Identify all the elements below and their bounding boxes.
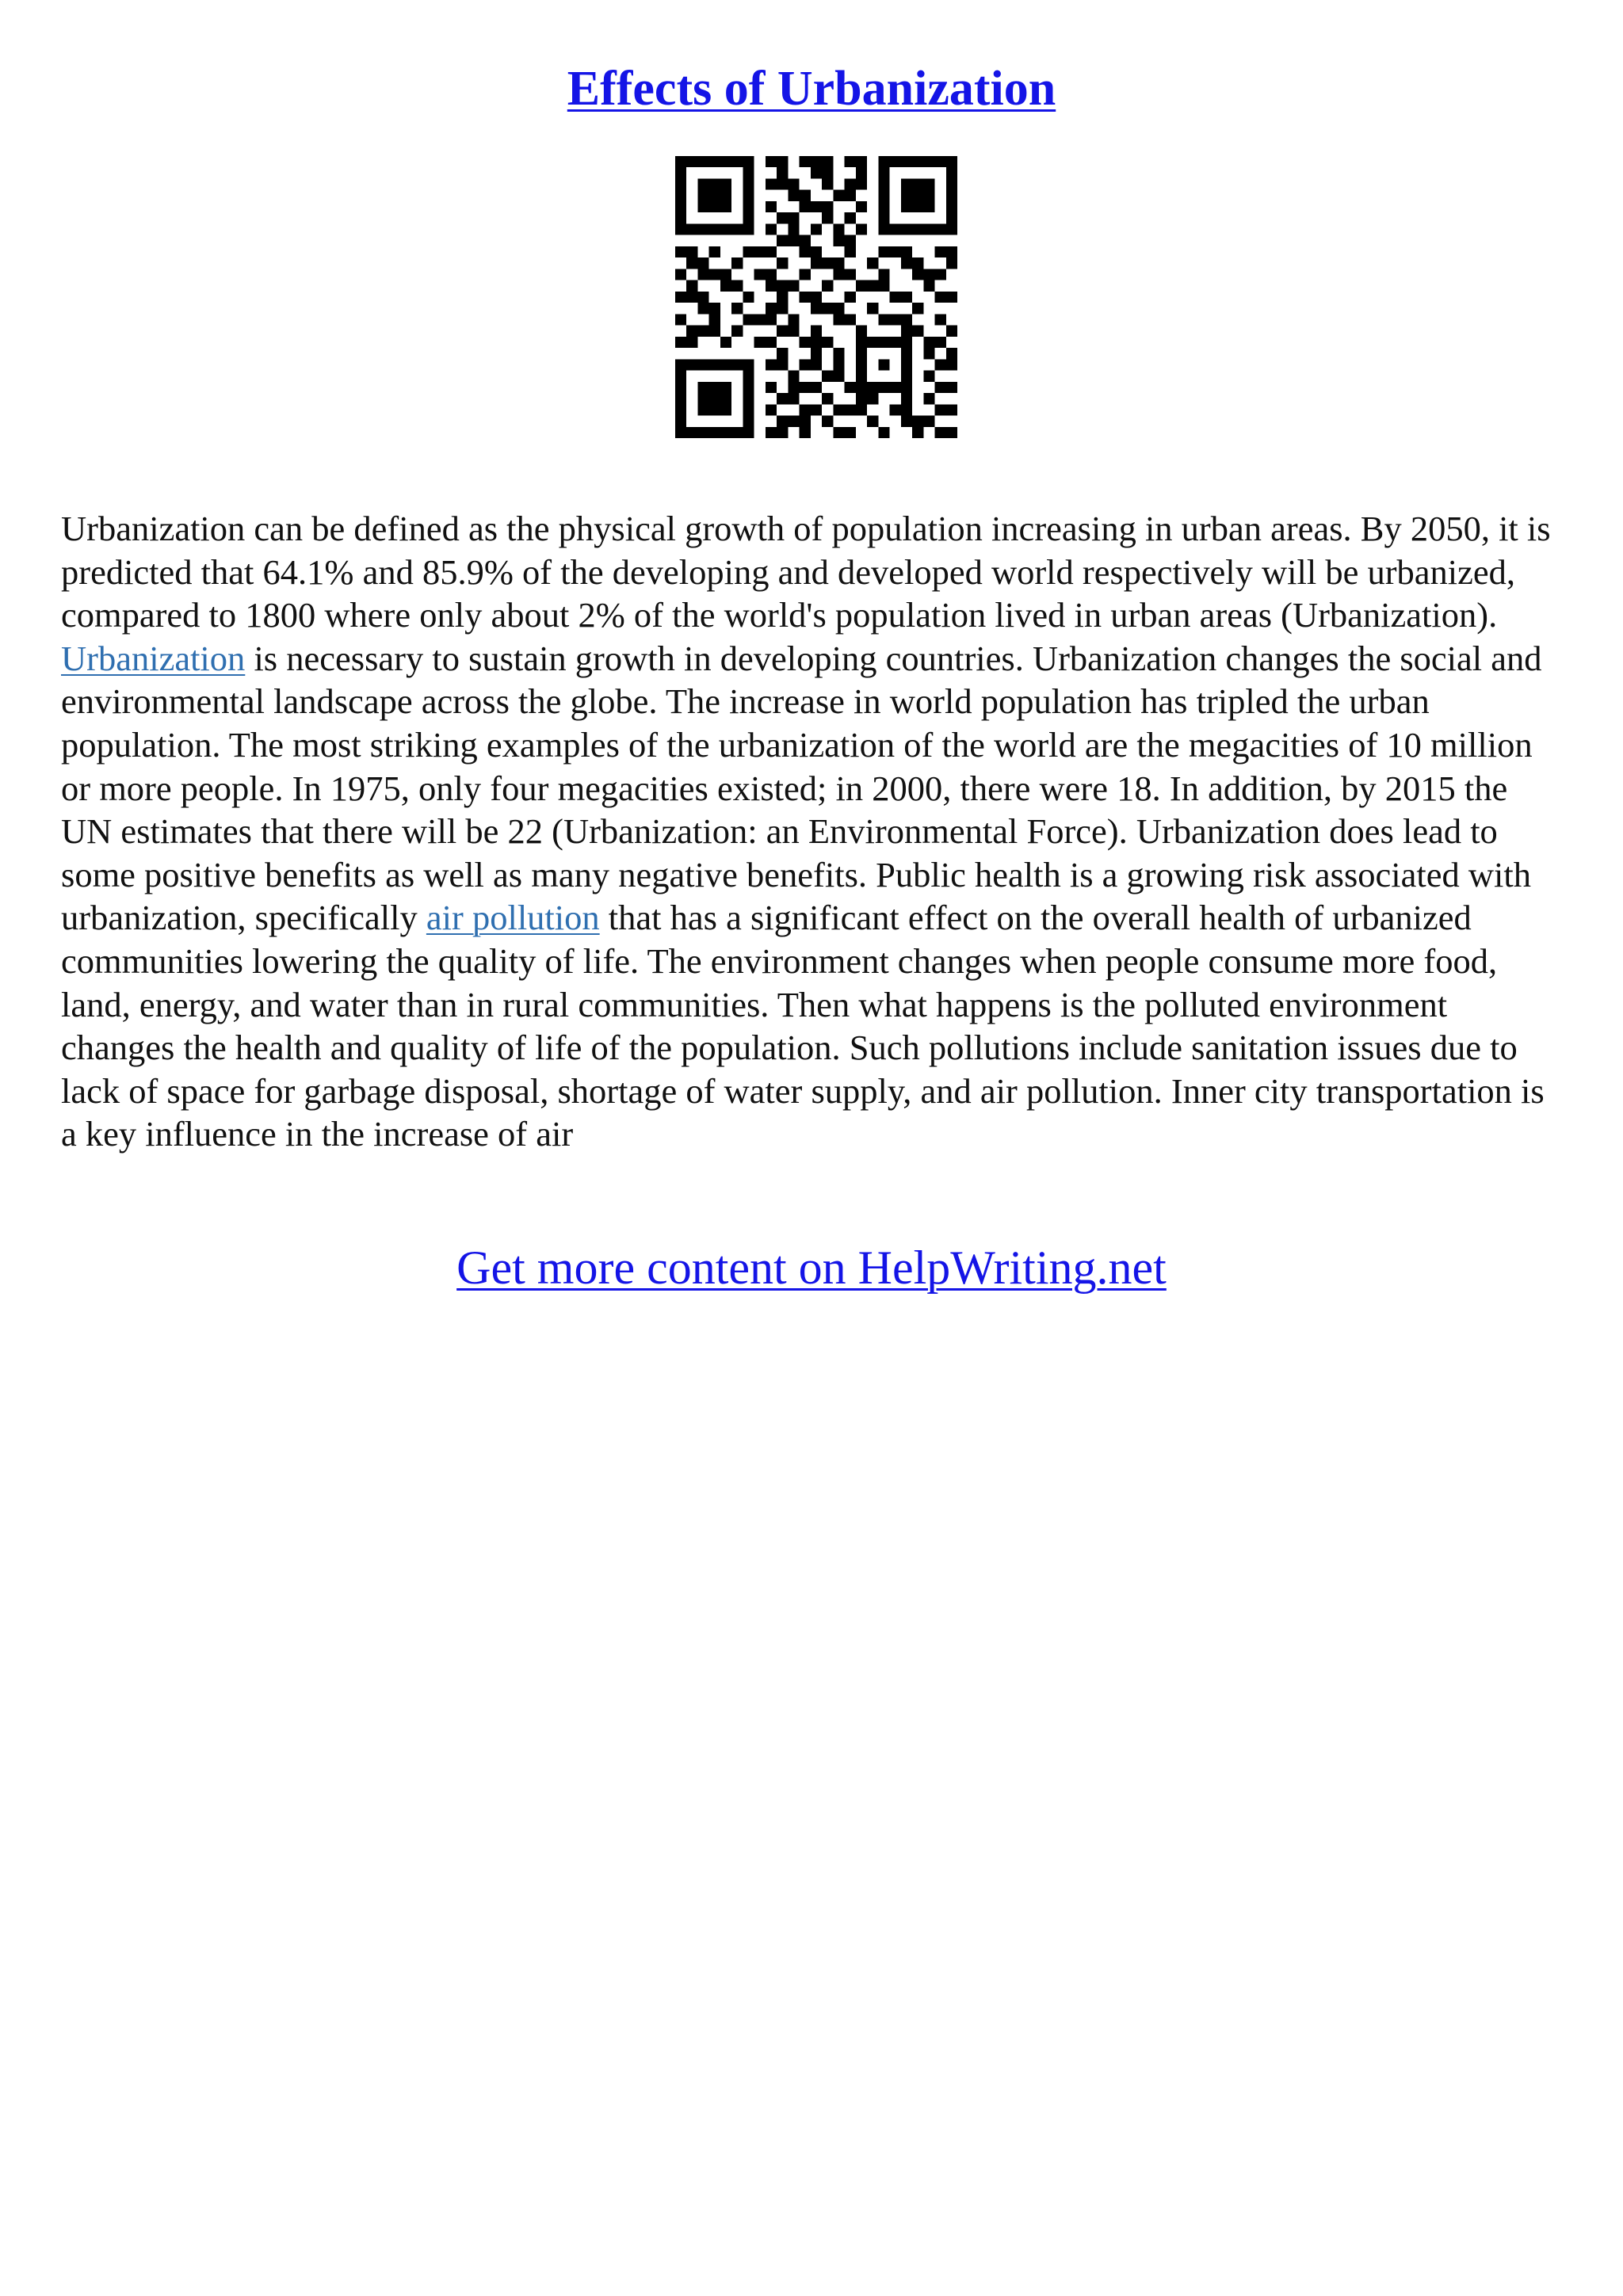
get-more-content-link[interactable]: Get more content on HelpWriting.net — [456, 1241, 1167, 1294]
document-title-link[interactable]: Effects of Urbanization — [567, 62, 1056, 116]
urbanization-link[interactable]: Urbanization — [61, 638, 246, 678]
paragraph-text-3: that has a significant effect on the overall health of urbanized communities lowering the quality of life. The environment changes when people consume more food, land, energy, and water than in rural communities. Then what happens is the polluted environment changes the health and quality of life of the population. Such pollutions include sanitation issues due to lack of space for garbage disposal, shortage of water supply, and air pollution. Inner city transportation is a key influence in the increase of air — [61, 898, 1545, 1154]
air-pollution-link[interactable]: air pollution — [426, 898, 600, 938]
paragraph-text-1: Urbanization can be defined as the physical growth of population increasing in urban areas. By 2050, it is predicted that 64.1% and 85.9% of the developing and developed world respectively will be urbanized, compared to 1800 where only about 2% of the world's population lived in urban areas (Urbanization). — [61, 509, 1551, 635]
qr-code-icon — [675, 156, 957, 438]
body-paragraph — [61, 507, 1563, 1156]
paragraph-text-2: is necessary to sustain growth in developing countries. Urbanization changes the social and environmental landscape across the globe. The increase in world population has tripled the urban population. The most striking examples of the urbanization of the world are the megacities of 10 million or more people. In 1975, only four megacities existed; in 2000, there were 18. In addition, by 2015 the UN estimates that there will be 22 (Urbanization: an Environmental Force). Urbanization does lead to some positive benefits as well as many negative benefits. Public health is a growing risk associated with urbanization, specifically — [61, 638, 1542, 938]
